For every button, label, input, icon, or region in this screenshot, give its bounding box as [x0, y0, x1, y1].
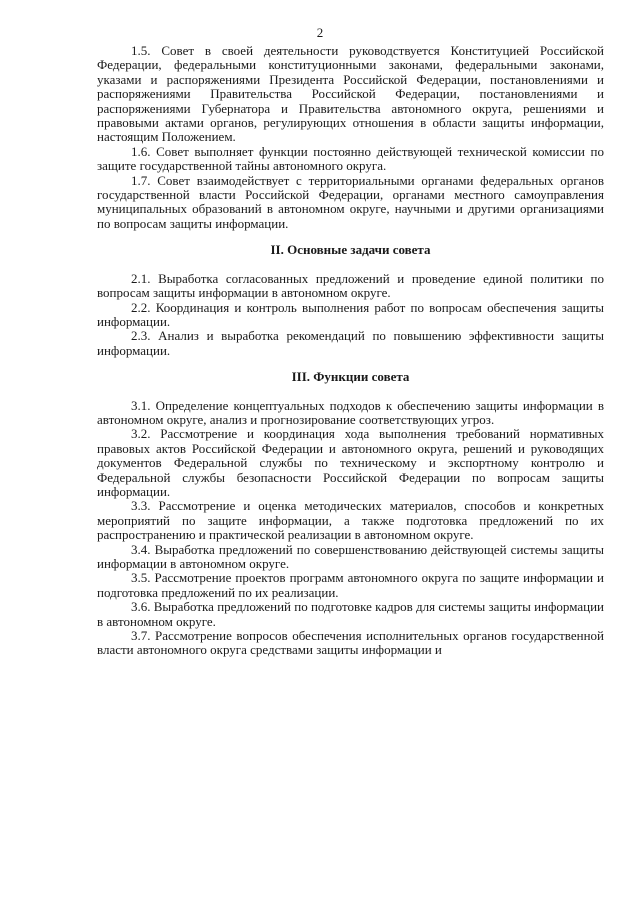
paragraph-3-6: 3.6. Выработка предложений по подготовке кадров для системы защиты информации в автономном округе.: [97, 599, 604, 629]
paragraph-1-6: 1.6. Совет выполняет функции постоянно действующей технической комиссии по защите государственной тайны автономного округа.: [97, 143, 604, 174]
section-3-heading: III. Функции совета: [291, 369, 410, 385]
page-number: 2: [316, 25, 324, 40]
section-2-heading: II. Основные задачи совета: [270, 242, 431, 258]
paragraph-3-2: 3.2. Рассмотрение и координация хода выполнения требований нормативных правовых актов Российской Федерации и автономного округа, решений и руководящих документов Федеральной службы по техническому и экспортному контролю и Федеральной службы безопасности Российской Федерации по вопросам защиты информации.: [97, 426, 604, 499]
paragraph-2-2: 2.2. Координация и контроль выполнения работ по вопросам обеспечения защиты информации.: [97, 299, 604, 329]
paragraph-3-1: 3.1. Определение концептуальных подходов к обеспечению защиты информации в автономном округе, анализ и прогнозирование соответствующих угроз.: [97, 397, 604, 427]
paragraph-1-7: 1.7. Совет взаимодействует с территориальными органами федеральных органов государственной власти Российской Федерации, органами местного самоуправления муниципальных образований в автономном округе, научными и другими организациями по вопросам защиты информации.: [97, 172, 604, 231]
paragraph-3-5: 3.5. Рассмотрение проектов программ автономного округа по защите информации и подготовка предложений по их реализации.: [97, 570, 604, 600]
paragraph-3-4: 3.4. Выработка предложений по совершенствованию действующей системы защиты информации в автономном округе.: [97, 541, 604, 571]
paragraph-1-5: 1.5. Совет в своей деятельности руководствуется Конституцией Российской Федерации, федеральными конституционными законами, федеральными законами, указами и распоряжениями Президента Российской Федерации, постановлениями и распоряжениями Правительства Российской Федерации, постановлениями и распоряжениями Губернатора и Правительства автономного округа, решениями и правовыми актами органов, регулирующих отношения в области защиты информации, настоящим Положением.: [97, 43, 604, 145]
paragraph-2-3: 2.3. Анализ и выработка рекомендаций по повышению эффективности защиты информации.: [97, 328, 604, 358]
paragraph-3-3: 3.3. Рассмотрение и оценка методических материалов, способов и конкретных мероприятий по защите информации, а также подготовка предложений по их распространению и практической реализации в автономном округе.: [97, 498, 604, 543]
document-body: [97, 44, 604, 658]
paragraph-2-1: 2.1. Выработка согласованных предложений и проведение единой политики по вопросам защиты информации в автономном округе.: [97, 270, 604, 301]
paragraph-3-7: 3.7. Рассмотрение вопросов обеспечения исполнительных органов государственной власти автономного округа средствами защиты информации и: [97, 628, 604, 658]
